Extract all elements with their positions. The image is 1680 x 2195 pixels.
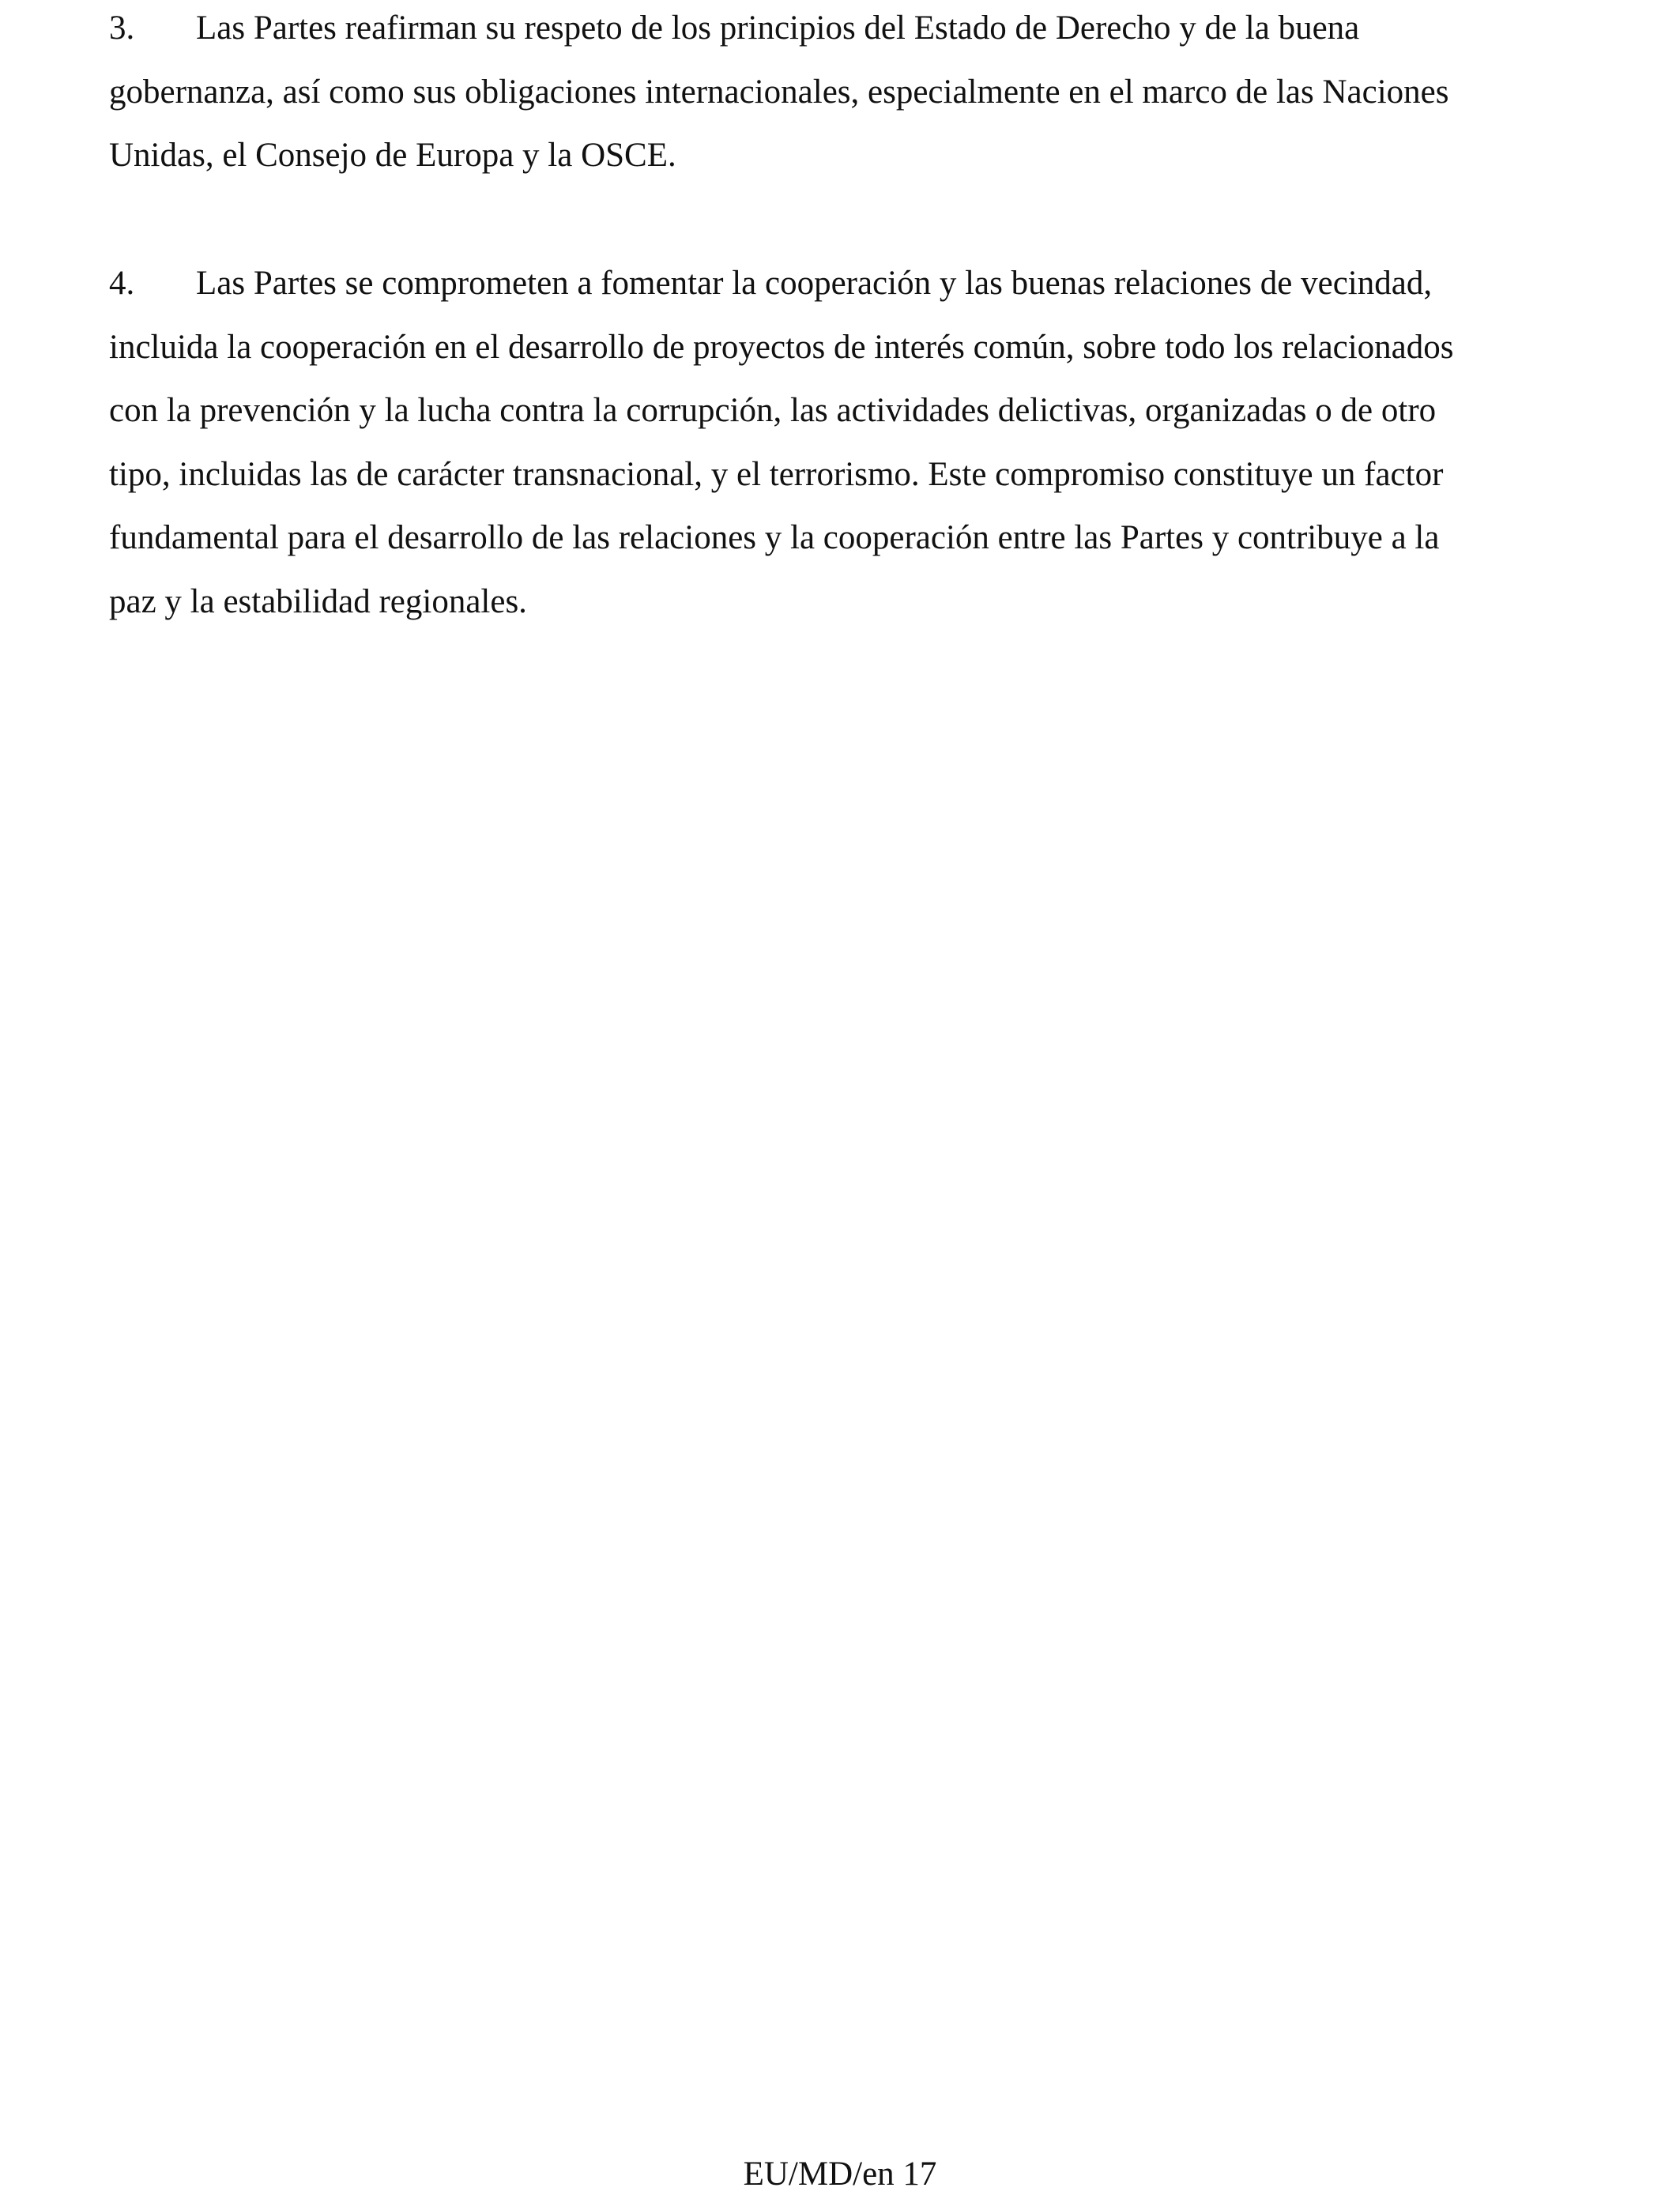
paragraph-line: fundamental para el desarrollo de las relaciones y la cooperación entre las Partes y contribuye a la [109, 519, 1440, 556]
paragraph-3 [109, 0, 1587, 188]
paragraph-number: 3. [109, 9, 135, 47]
paragraph-4 [109, 252, 1587, 634]
paragraph-text: Las Partes se comprometen a fomentar la cooperación y las buenas relaciones de vecindad, [196, 265, 1433, 302]
paragraph-line: tipo, incluidas las de carácter transnacional, y el terrorismo. Este compromiso constituye un factor [109, 455, 1444, 493]
paragraph-line: gobernanza, así como sus obligaciones internacionales, especialmente en el marco de las Naciones [109, 73, 1449, 111]
paragraph-line [109, 0, 1587, 61]
paragraph-number: 4. [109, 265, 135, 302]
paragraph-line: Unidas, el Consejo de Europa y la OSCE. [109, 137, 676, 174]
paragraph-text: Las Partes reafirman su respeto de los principios del Estado de Derecho y de la buena [196, 9, 1360, 47]
paragraph-line: paz y la estabilidad regionales. [109, 582, 527, 620]
paragraph-line: con la prevención y la lucha contra la corrupción, las actividades delictivas, organizadas o de otro [109, 392, 1437, 429]
page-footer-reference: EU/MD/en 17 [743, 2155, 937, 2193]
paragraph-line: incluida la cooperación en el desarrollo de proyectos de interés común, sobre todo los relacionados [109, 328, 1454, 366]
paragraph-line [109, 252, 1587, 316]
